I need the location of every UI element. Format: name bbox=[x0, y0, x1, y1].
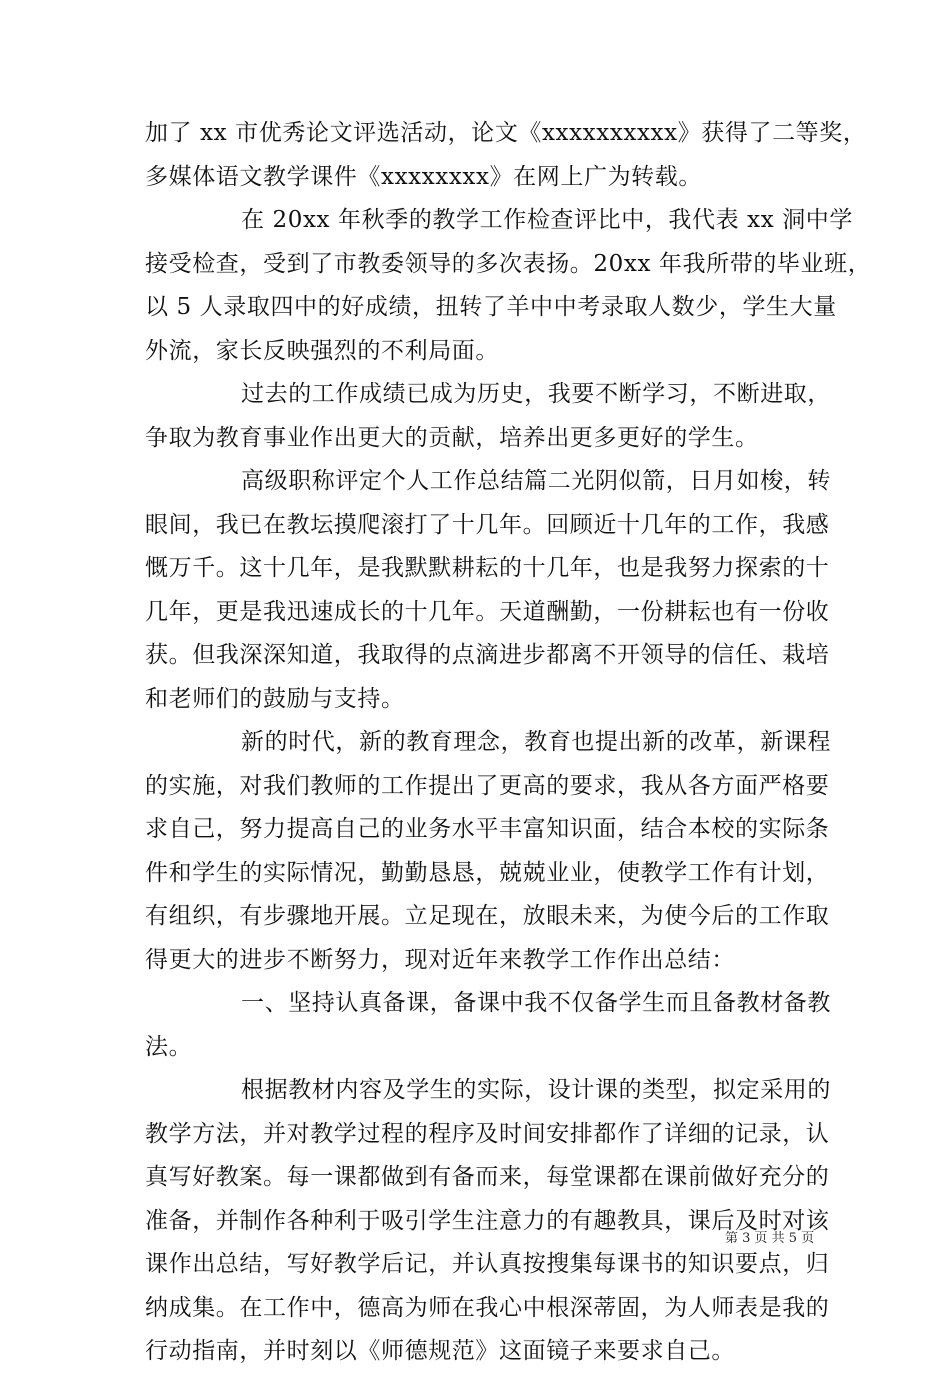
text-line: 准备，并制作各种利于吸引学生注意力的有趣教具，课后及时对该 bbox=[145, 1207, 830, 1234]
text-line: 过去的工作成绩已成为历史，我要不断学习，不断进取， bbox=[241, 381, 831, 407]
text-line: 真写好教案。每一课都做到有备而来，每堂课都在课前做好充分的 bbox=[145, 1164, 830, 1190]
text-line: 外流，家长反映强烈的不利局面。 bbox=[145, 337, 499, 364]
text-line: 纳成集。在工作中，德高为师在我心中根深蒂固，为人师表是我的 bbox=[145, 1294, 830, 1321]
text-line: 以 5 人录取四中的好成绩，扭转了羊中中考录取人数少，学生大量 bbox=[145, 294, 837, 320]
text-line: 根据教材内容及学生的实际，设计课的类型，拟定采用的 bbox=[241, 1077, 831, 1103]
text-line: 多媒体语文教学课件《xxxxxxxx》在网上广为转载。 bbox=[145, 163, 702, 190]
text-line: 法。 bbox=[145, 1033, 193, 1060]
text-line: 求自己，努力提高自己的业务水平丰富知识面，结合本校的实际条 bbox=[145, 816, 830, 842]
text-line: 在 20xx 年秋季的教学工作检查评比中，我代表 xx 洞中学 bbox=[241, 207, 853, 233]
text-line: 有组织，有步骤地开展。立足现在，放眼未来，为使今后的工作取 bbox=[145, 903, 830, 929]
text-line: 一、坚持认真备课，备课中我不仅备学生而且备教材备教 bbox=[241, 990, 831, 1016]
text-line: 眼间，我已在教坛摸爬滚打了十几年。回顾近十几年的工作，我感 bbox=[145, 511, 830, 538]
text-line: 新的时代，新的教育理念，教育也提出新的改革，新课程 bbox=[241, 729, 831, 755]
page-number: 第 3 页 共 5 页 bbox=[725, 1231, 815, 1246]
text-line: 教学方法，并对教学过程的程序及时间安排都作了详细的记录，认 bbox=[145, 1120, 830, 1147]
text-line: 几年，更是我迅速成长的十几年。天道酬勤，一份耕耘也有一份收 bbox=[145, 598, 830, 625]
document-body bbox=[145, 112, 872, 1374]
text-line: 的实施，对我们教师的工作提出了更高的要求，我从各方面严格要 bbox=[145, 772, 830, 799]
text-line: 慨万千。这十几年，是我默默耕耘的十几年，也是我努力探索的十 bbox=[145, 555, 830, 581]
text-line: 接受检查，受到了市教委领导的多次表扬。20xx 年我所带的毕业班， bbox=[145, 250, 872, 277]
text-line: 高级职称评定个人工作总结篇二光阴似箭，日月如梭，转 bbox=[241, 468, 831, 494]
text-line: 获。但我深深知道，我取得的点滴进步都离不开领导的信任、栽培 bbox=[145, 642, 830, 668]
text-line: 得更大的进步不断努力，现对近年来教学工作作出总结： bbox=[145, 946, 735, 973]
text-line: 争取为教育事业作出更大的贡献，培养出更多更好的学生。 bbox=[145, 424, 759, 451]
text-line: 加了 xx 市优秀论文评选活动，论文《xxxxxxxxxx》获得了二等奖， bbox=[145, 120, 867, 146]
text-line: 行动指南，并时刻以《师德规范》这面镜子来要求自己。 bbox=[145, 1338, 735, 1364]
text-line: 件和学生的实际情况，勤勤恳恳，兢兢业业，使教学工作有计划， bbox=[145, 859, 830, 886]
text-line: 课作出总结，写好教学后记，并认真按搜集每课书的知识要点，归 bbox=[145, 1251, 830, 1277]
text-line: 和老师们的鼓励与支持。 bbox=[145, 685, 405, 712]
